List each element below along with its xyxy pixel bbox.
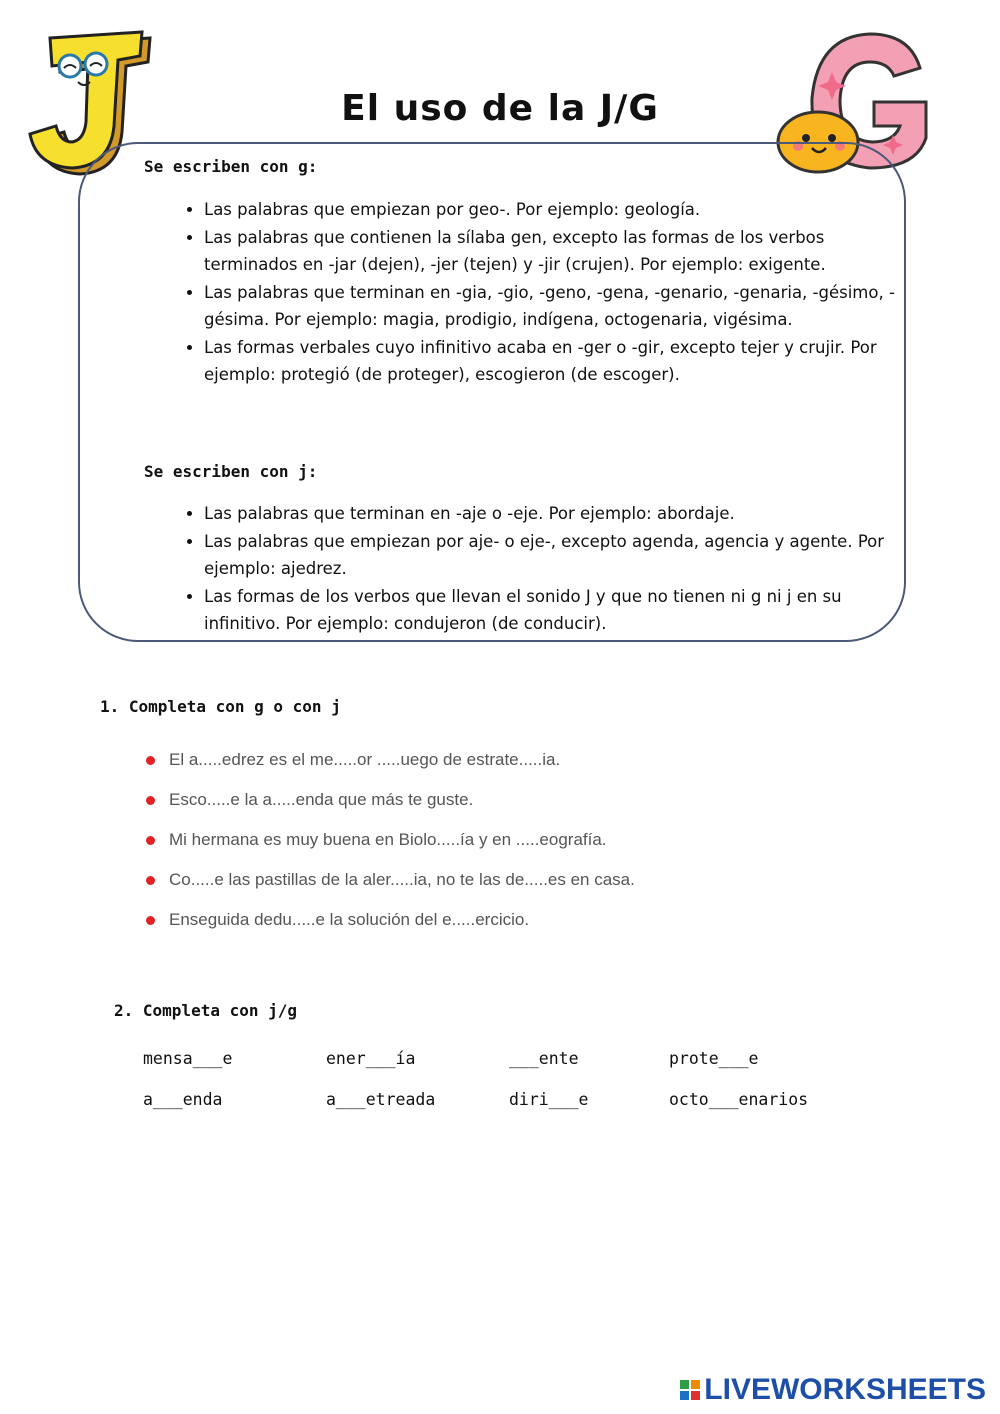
- list-item: • Las palabras que contienen la sílaba gen, excepto las formas de los verbos terminados en -jar (dejen), -jer (tejen) y -jir (crujen). Por ejemplo: exigente.: [204, 224, 914, 279]
- page-title: El uso de la J/G: [341, 88, 659, 129]
- exercise1-item[interactable]: [146, 820, 635, 860]
- exercise1-item[interactable]: [146, 900, 635, 940]
- exercise1-item[interactable]: [146, 860, 635, 900]
- bullet-dot-icon: [146, 756, 155, 765]
- j-rules-list: [160, 500, 914, 638]
- bullet-dot-icon: [146, 916, 155, 925]
- sentence-text: El a.....edrez es el me.....or .....uego de estrate.....ia.: [169, 750, 561, 769]
- sentence-text: Mi hermana es muy buena en Biolo.....ía y en .....eografía.: [169, 830, 607, 849]
- brand-name: LIVEWORKSHEETS: [704, 1373, 986, 1406]
- brand-mark-icon: [680, 1380, 700, 1400]
- bullet-dot-icon: [146, 836, 155, 845]
- liveworksheets-logo: [680, 1374, 986, 1406]
- exercise1-item[interactable]: [146, 740, 635, 780]
- bullet-dot-icon: [146, 796, 155, 805]
- word-blank[interactable]: ___ente: [509, 1049, 579, 1068]
- exercise2-row: [143, 1079, 852, 1120]
- g-rules-heading: Se escriben con g:: [144, 157, 318, 176]
- word-blank[interactable]: prote___e: [669, 1049, 759, 1068]
- word-blank[interactable]: octo___enarios: [669, 1090, 809, 1109]
- sentence-text: Enseguida dedu.....e la solución del e.....ercicio.: [169, 910, 530, 929]
- g-rules-list: [160, 196, 914, 389]
- list-item: • Las palabras que empiezan por geo-. Por ejemplo: geología.: [204, 196, 914, 224]
- list-item: • Las formas verbales cuyo infinitivo acaba en -ger o -gir, excepto tejer y crujir. Por ejemplo: protegió (de proteger), escogieron (de escoger).: [204, 334, 914, 389]
- exercise2-grid: [143, 1038, 852, 1120]
- word-blank[interactable]: a___etreada: [326, 1090, 436, 1109]
- exercise2-title: 2. Completa con j/g: [114, 1001, 298, 1020]
- list-item: • Las palabras que terminan en -aje o -eje. Por ejemplo: abordaje.: [204, 500, 914, 528]
- word-blank[interactable]: ener___ía: [326, 1049, 416, 1068]
- bullet-dot-icon: [146, 876, 155, 885]
- exercise1-title: 1. Completa con g o con j: [100, 697, 341, 716]
- list-item: • Las palabras que terminan en -gia, -gio, -geno, -gena, -genario, -genaria, -gésimo, -gésima. Por ejemplo: magia, prodigio, indígena, octogenaria, vigésima.: [204, 279, 914, 334]
- exercise2-row: [143, 1038, 852, 1079]
- word-blank[interactable]: a___enda: [143, 1090, 223, 1109]
- word-blank[interactable]: mensa___e: [143, 1049, 233, 1068]
- sentence-text: Co.....e las pastillas de la aler.....ia, no te las de.....es en casa.: [169, 870, 635, 889]
- list-item: • Las palabras que empiezan por aje- o eje-, excepto agenda, agencia y agente. Por ejemplo: ajedrez.: [204, 528, 914, 583]
- exercise1-item[interactable]: [146, 780, 635, 820]
- word-blank[interactable]: diri___e: [509, 1090, 589, 1109]
- list-item: • Las formas de los verbos que llevan el sonido J y que no tienen ni g ni j en su infinitivo. Por ejemplo: condujeron (de conducir).: [204, 583, 914, 638]
- exercise1-list: [146, 740, 635, 940]
- sentence-text: Esco.....e la a.....enda que más te guste.: [169, 790, 474, 809]
- j-rules-heading: Se escriben con j:: [144, 462, 318, 481]
